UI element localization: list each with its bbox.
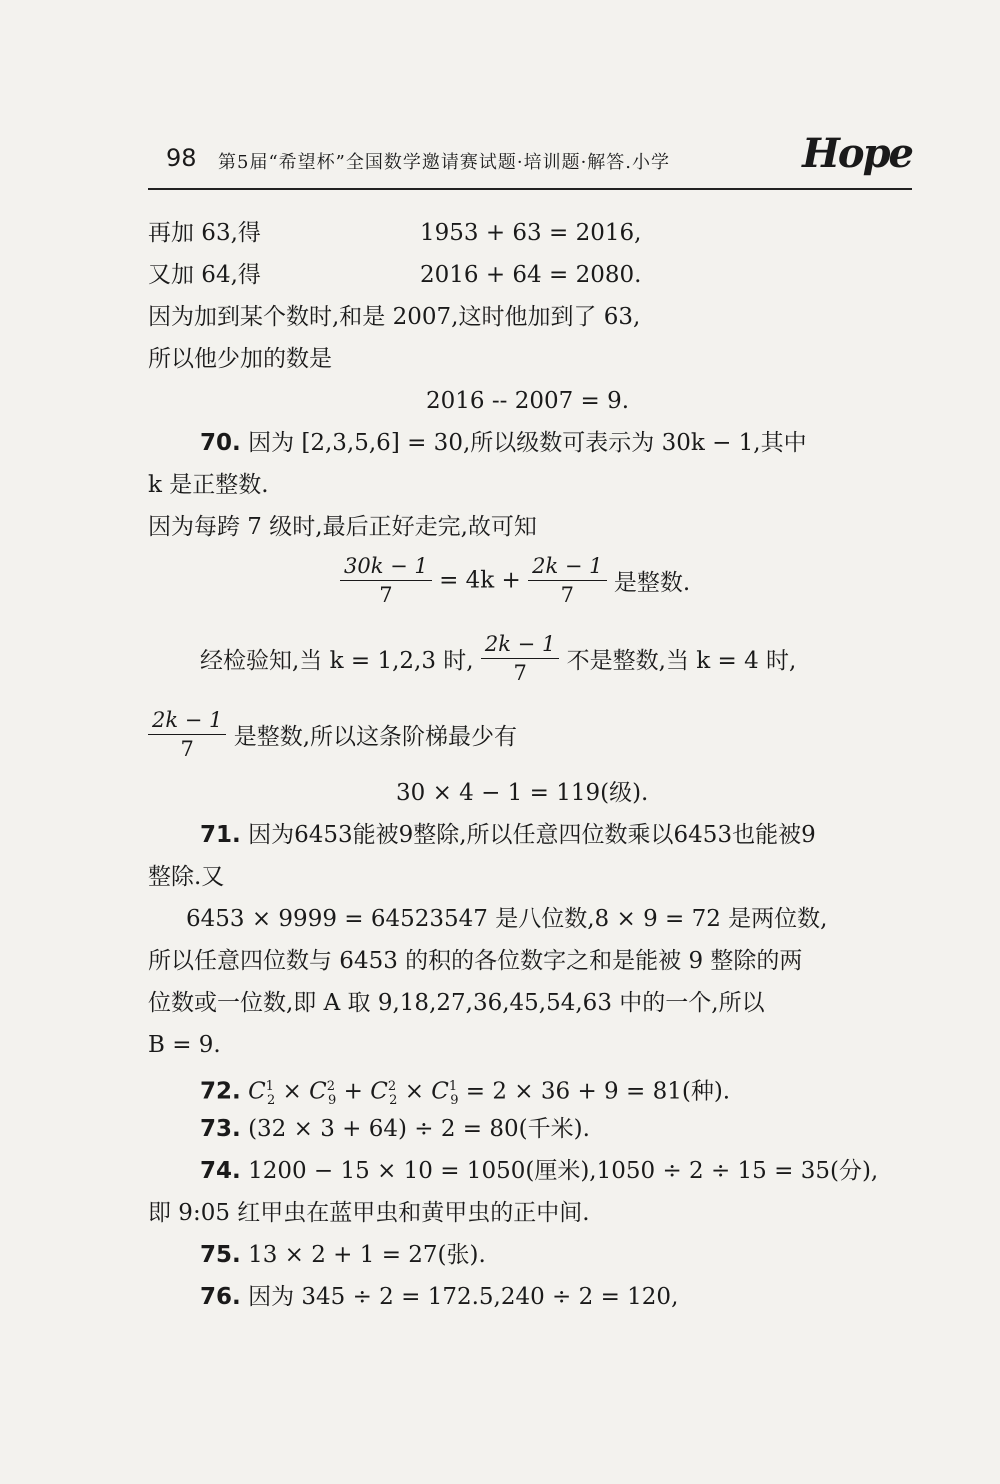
- text-line: 所以他少加的数是: [148, 346, 332, 372]
- problem-number: 74.: [200, 1158, 241, 1184]
- problem-number: 70.: [200, 430, 241, 456]
- equation: 30 × 4 − 1 = 119(级).: [396, 780, 649, 806]
- hope-logo: Hope: [802, 130, 912, 177]
- page-number: 98: [166, 144, 197, 172]
- problem-72: 72. $C^1_2 \times C^2_9 + C^2_2 \times C^1_9 = 2 \times 36 + 9 = 81$(种).: [200, 1078, 731, 1109]
- problem-70: 70. 因为 [2,3,5,6] = 30,所以级数可表示为 30k − 1,其中: [200, 430, 807, 456]
- text-line: 6453 × 9999 = 64523547 是八位数,8 × 9 = 72 是两位数,: [186, 906, 828, 932]
- fraction: $\frac{2k - 1}{7}$: [528, 552, 606, 609]
- problem-number: 76.: [200, 1284, 241, 1310]
- text-line: B = 9.: [148, 1032, 221, 1058]
- problem-73: 73. (32 × 3 + 64) ÷ 2 = 80(千米).: [200, 1116, 590, 1142]
- text-line: 再加 63,得: [148, 220, 261, 246]
- fraction: $\frac{30k - 1}{7}$: [340, 552, 432, 609]
- text-line: 因为加到某个数时,和是 2007,这时他加到了 63,: [148, 304, 641, 330]
- page-header: [148, 130, 912, 190]
- text-line: 经检验知,当 k = 1,2,3 时, $\frac{2k - 1}{7}$ 不是整数,当 k = 4 时,: [200, 632, 797, 685]
- problem-number: 72.: [200, 1078, 241, 1105]
- problem-number: 71.: [200, 822, 241, 848]
- running-title: 第5届“希望杯”全国数学邀请赛试题·培训题·解答.小学: [218, 152, 671, 173]
- fraction: $\frac{2k - 1}{7}$: [481, 630, 559, 687]
- text-line: 整除.又: [148, 864, 225, 890]
- problem-number: 75.: [200, 1242, 241, 1268]
- text-line: $\frac{2k - 1}{7}$ 是整数,所以这条阶梯最少有: [148, 706, 517, 763]
- text-line: 又加 64,得: [148, 262, 261, 288]
- fraction-equation: $\frac{30k - 1}{7}$ = 4k + $\frac{2k - 1}{7}$ 是整数.: [340, 552, 690, 609]
- text-line: 所以任意四位数与 6453 的积的各位数字之和是能被 9 整除的两: [148, 948, 803, 974]
- text-line: 即 9:05 红甲虫在蓝甲虫和黄甲虫的正中间.: [148, 1200, 590, 1226]
- problem-71: 71. 因为6453能被9整除,所以任意四位数乘以6453也能被9: [200, 822, 816, 848]
- equation: 2016 -- 2007 = 9.: [426, 388, 630, 414]
- problem-74: 74. 1200 − 15 × 10 = 1050(厘米),1050 ÷ 2 ÷ 15 = 35(分),: [200, 1158, 879, 1184]
- problem-76: 76. 因为 345 ÷ 2 = 172.5,240 ÷ 2 = 120,: [200, 1284, 679, 1310]
- text-line: 位数或一位数,即 A 取 9,18,27,36,45,54,63 中的一个,所以: [148, 990, 765, 1016]
- text-line: 因为每跨 7 级时,最后正好走完,故可知: [148, 514, 537, 540]
- problem-number: 73.: [200, 1116, 241, 1142]
- equation: 1953 + 63 = 2016,: [420, 220, 642, 246]
- equation: 2016 + 64 = 2080.: [420, 262, 642, 288]
- problem-75: 75. 13 × 2 + 1 = 27(张).: [200, 1242, 486, 1268]
- fraction: $\frac{2k - 1}{7}$: [148, 706, 226, 763]
- text-line: k 是正整数.: [148, 472, 269, 498]
- header-rule: [148, 188, 912, 190]
